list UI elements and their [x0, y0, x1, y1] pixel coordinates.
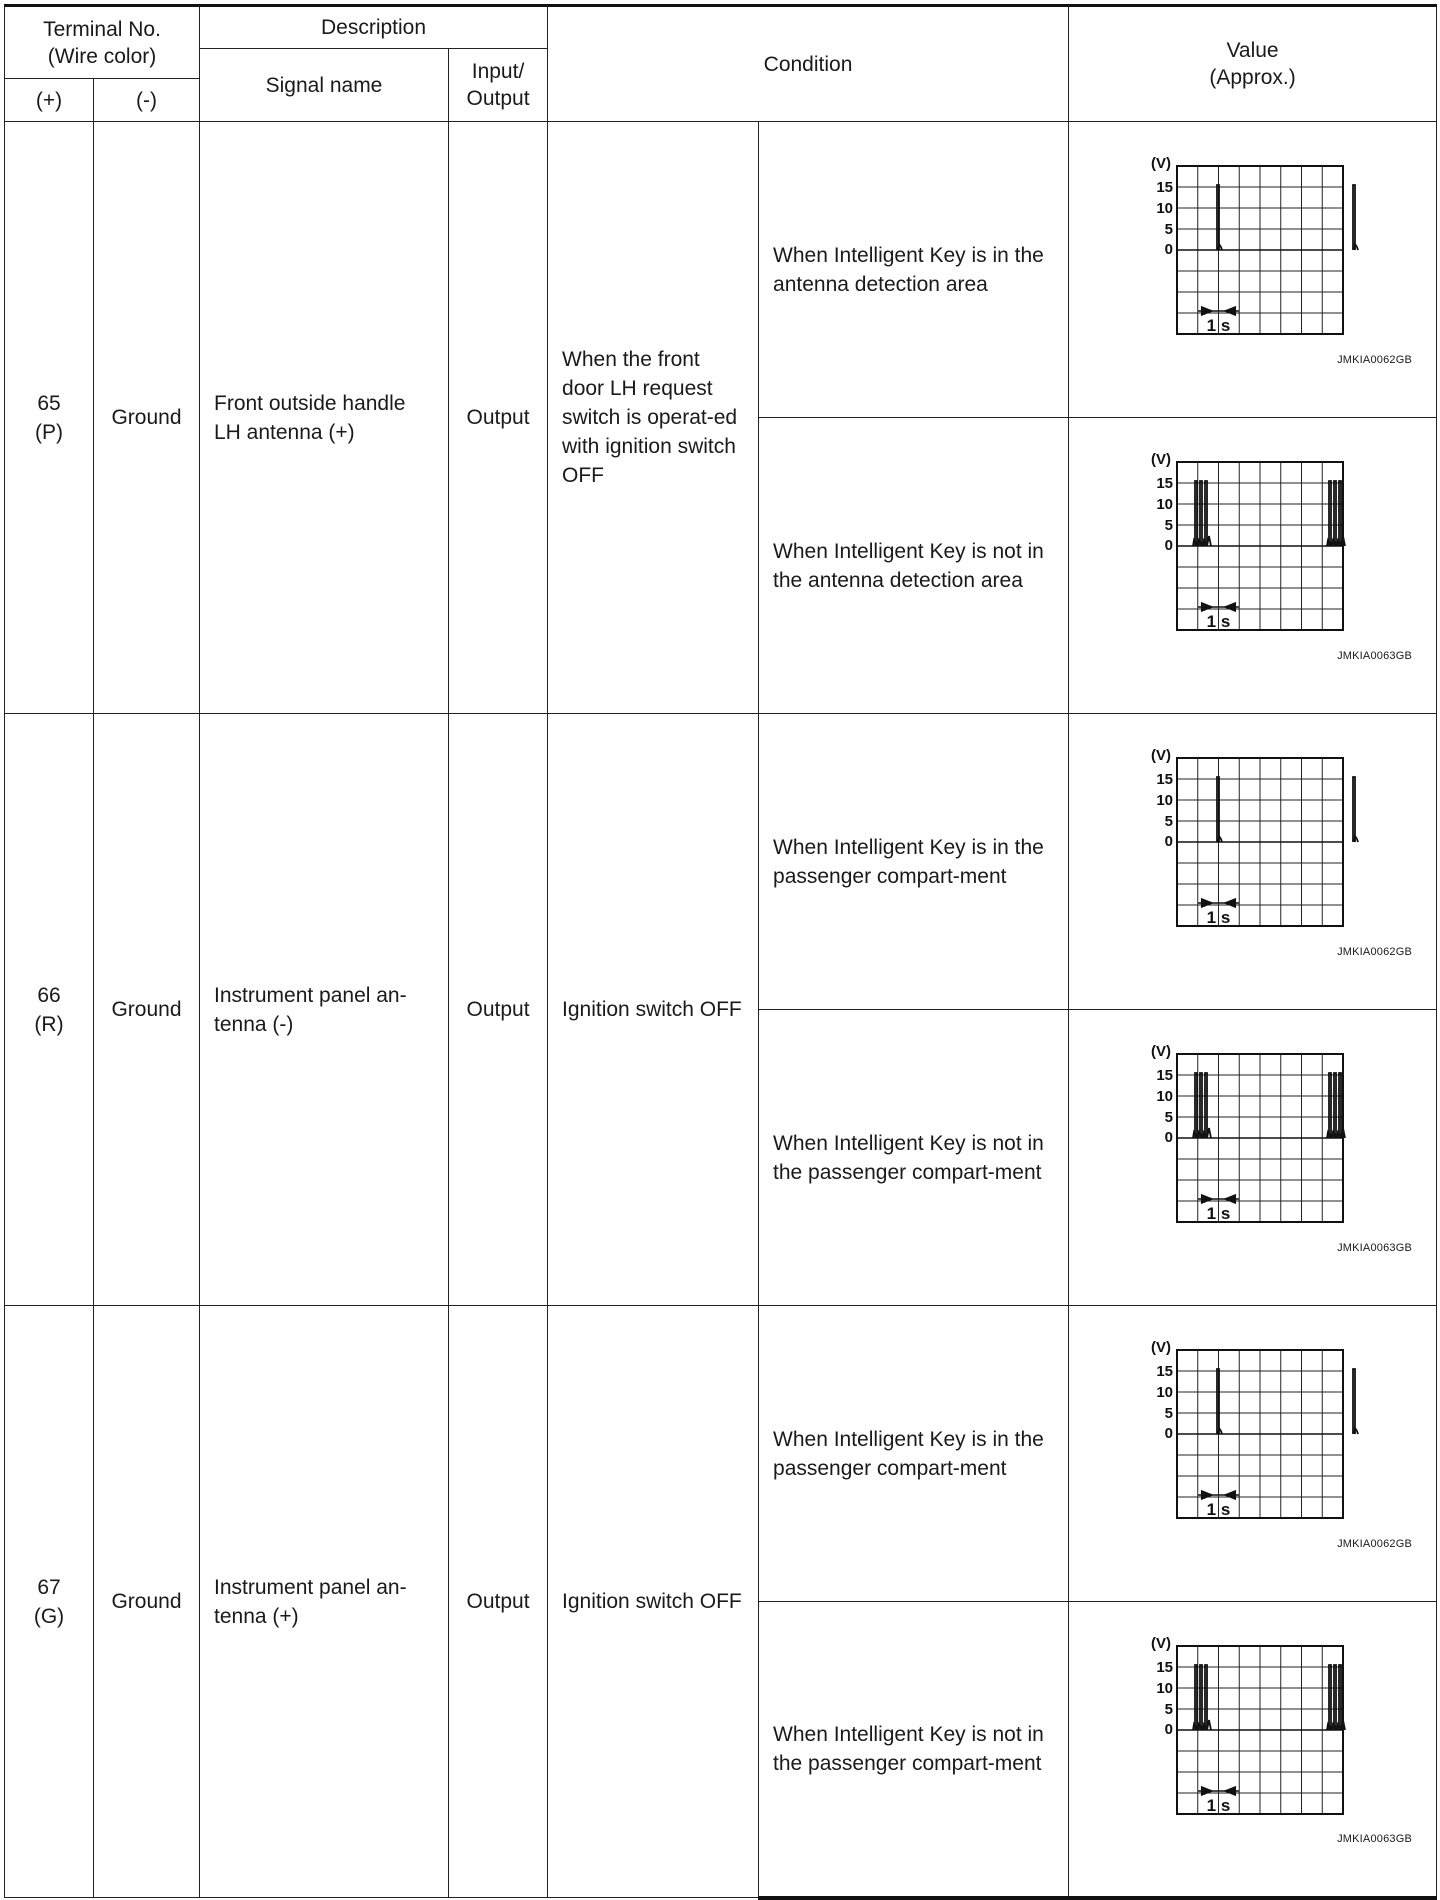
- condition-main: Ignition switch OFF: [548, 714, 759, 1306]
- y-tick-10: 10: [1156, 1088, 1174, 1105]
- time-scale-label: 1 s: [1206, 1204, 1231, 1223]
- y-tick-10: 10: [1156, 496, 1174, 513]
- waveform-trace: [1217, 777, 1358, 842]
- y-tick-0: 0: [1164, 1129, 1174, 1146]
- time-scale-label: 1 s: [1206, 316, 1231, 335]
- y-tick-15: 15: [1156, 1659, 1174, 1676]
- waveform-graph: [1129, 451, 1343, 631]
- waveform-graph: [1129, 1339, 1343, 1519]
- condition-sub: When Intelligent Key is in the passenger compart-ment: [759, 1306, 1069, 1602]
- condition-main: When the front door LH request switch is operat-ed with ignition switch OFF: [548, 122, 759, 714]
- figure-code: JMKIA0063GB: [1337, 1832, 1413, 1845]
- input-output-header: [449, 49, 548, 122]
- waveform-graph: [1129, 1043, 1343, 1223]
- terminal-cell: [5, 714, 94, 1306]
- condition-sub: When Intelligent Key is in the passenger compart-ment: [759, 714, 1069, 1010]
- condition-sub: When Intelligent Key is not in the antenna detection area: [759, 418, 1069, 714]
- value-waveform: [1069, 1602, 1437, 1898]
- time-scale-label: 1 s: [1206, 1796, 1231, 1815]
- y-tick-15: 15: [1156, 1363, 1174, 1380]
- figure-code: JMKIA0062GB: [1337, 1538, 1413, 1550]
- y-tick-15: 15: [1156, 771, 1174, 788]
- condition-sub: When Intelligent Key is not in the passenger compart-ment: [759, 1010, 1069, 1306]
- plus-header: (+): [5, 79, 94, 122]
- value-waveform: [1069, 122, 1437, 418]
- waveform-figure: [1083, 418, 1422, 713]
- condition-header: Condition: [548, 6, 1069, 122]
- waveform-figure: [1083, 1602, 1422, 1896]
- volt-unit-label: (V): [1151, 1339, 1172, 1356]
- figure-code: JMKIA0062GB: [1337, 354, 1413, 366]
- waveform-figure: [1083, 714, 1422, 1009]
- waveform-graph: [1129, 155, 1343, 335]
- value-header: [1069, 6, 1437, 122]
- waveform-graph: [1129, 1635, 1343, 1815]
- figure-code: JMKIA0063GB: [1337, 1242, 1413, 1254]
- y-tick-5: 5: [1164, 1405, 1174, 1422]
- signal-name: Instrument panel an-tenna (+): [200, 1306, 449, 1898]
- value-waveform: [1069, 714, 1437, 1010]
- y-tick-0: 0: [1164, 1425, 1174, 1442]
- y-tick-5: 5: [1164, 813, 1174, 830]
- condition-sub: When Intelligent Key is in the antenna detection area: [759, 122, 1069, 418]
- value-waveform: [1069, 1010, 1437, 1306]
- wire-color-label: (Wire color): [47, 44, 157, 68]
- terminal-no-label: Terminal No.: [43, 17, 161, 41]
- y-tick-0: 0: [1164, 537, 1174, 554]
- condition-sub: When Intelligent Key is not in the passenger compart-ment: [759, 1602, 1069, 1898]
- signal-name: Instrument panel an-tenna (-): [200, 714, 449, 1306]
- io-type: Output: [449, 714, 548, 1306]
- value-label: Value: [1226, 39, 1279, 62]
- waveform-figure: [1083, 1306, 1422, 1601]
- io-type: Output: [449, 1306, 548, 1898]
- time-scale-label: 1 s: [1206, 612, 1231, 631]
- y-tick-15: 15: [1156, 475, 1174, 492]
- minus-terminal: Ground: [94, 1306, 200, 1898]
- minus-terminal: Ground: [94, 122, 200, 714]
- waveform-trace: [1217, 1369, 1358, 1434]
- y-tick-10: 10: [1156, 200, 1174, 217]
- terminal-cell: [5, 1306, 94, 1898]
- y-tick-5: 5: [1164, 517, 1174, 534]
- value-waveform: [1069, 418, 1437, 714]
- wire-color: (P): [35, 420, 63, 444]
- y-tick-10: 10: [1156, 1384, 1174, 1401]
- approx-label: (Approx.): [1209, 66, 1296, 89]
- condition-main: Ignition switch OFF: [548, 1306, 759, 1898]
- terminal-number: 65: [37, 391, 61, 415]
- waveform-figure: [1083, 122, 1422, 417]
- y-tick-10: 10: [1156, 792, 1174, 809]
- minus-terminal: Ground: [94, 714, 200, 1306]
- y-tick-10: 10: [1156, 1680, 1174, 1697]
- volt-unit-label: (V): [1151, 747, 1172, 764]
- y-tick-5: 5: [1164, 1701, 1174, 1718]
- minus-header: (-): [94, 79, 200, 122]
- value-waveform: [1069, 1306, 1437, 1602]
- y-tick-0: 0: [1164, 833, 1174, 850]
- terminal-number: 66: [37, 983, 61, 1007]
- io-type: Output: [449, 122, 548, 714]
- volt-unit-label: (V): [1151, 155, 1172, 172]
- wire-color: (G): [33, 1604, 65, 1628]
- volt-unit-label: (V): [1151, 1635, 1172, 1652]
- signal-name-header: Signal name: [200, 49, 449, 122]
- volt-unit-label: (V): [1151, 1043, 1172, 1060]
- volt-unit-label: (V): [1151, 451, 1172, 468]
- terminal-number: 67: [37, 1575, 61, 1599]
- terminal-spec-table: [4, 4, 1437, 1900]
- y-tick-15: 15: [1156, 1067, 1174, 1084]
- output-label: Output: [466, 87, 530, 110]
- time-scale-label: 1 s: [1206, 1500, 1231, 1519]
- y-tick-5: 5: [1164, 221, 1174, 238]
- terminal-no-header: [5, 6, 200, 79]
- y-tick-0: 0: [1164, 1721, 1174, 1738]
- figure-code: JMKIA0062GB: [1337, 946, 1413, 958]
- description-header: Description: [200, 6, 548, 49]
- waveform-graph: [1129, 747, 1343, 927]
- y-tick-5: 5: [1164, 1109, 1174, 1126]
- time-scale-label: 1 s: [1206, 908, 1231, 927]
- y-tick-0: 0: [1164, 241, 1174, 258]
- terminal-cell: [5, 122, 94, 714]
- input-label: Input/: [471, 60, 525, 83]
- waveform-trace: [1217, 185, 1358, 250]
- wire-color: (R): [34, 1012, 64, 1036]
- figure-code: JMKIA0063GB: [1337, 650, 1413, 662]
- y-tick-15: 15: [1156, 179, 1174, 196]
- signal-name: Front outside handle LH antenna (+): [200, 122, 449, 714]
- waveform-figure: [1083, 1010, 1422, 1305]
